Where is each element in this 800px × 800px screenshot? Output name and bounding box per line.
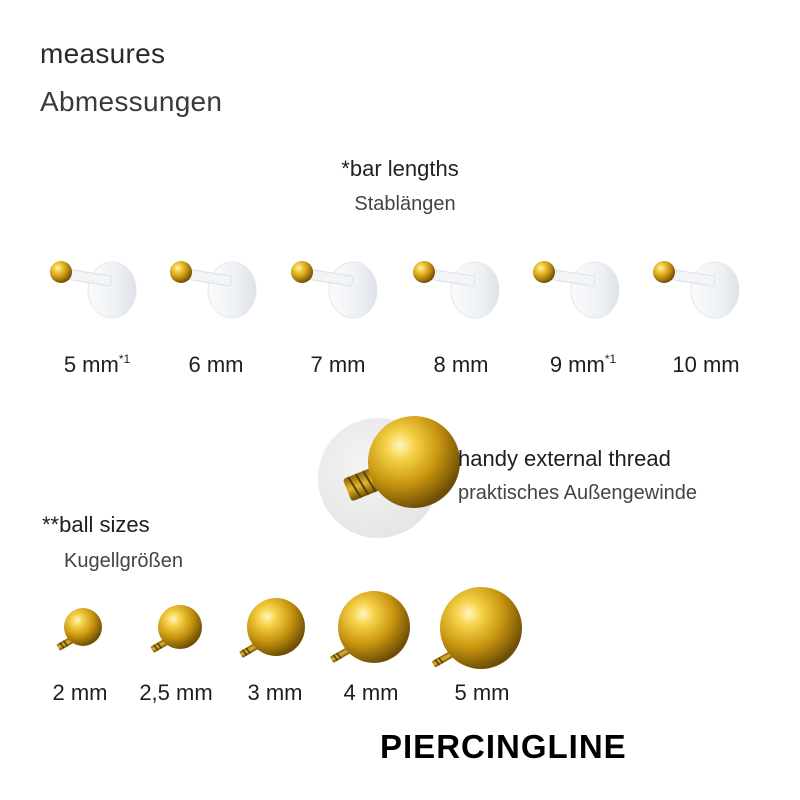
- page-title: measures: [40, 38, 166, 69]
- thread-feature-text: handy external thread: [458, 446, 671, 471]
- bar-lengths-subheading: Stablängen: [354, 193, 456, 215]
- bar-length-label: 6 mm: [188, 352, 244, 377]
- ball-size-label: 3 mm: [247, 680, 303, 705]
- labret-stud-image: [531, 252, 631, 322]
- ball-size-label: 5 mm: [454, 680, 510, 705]
- page-subtitle: Abmessungen: [40, 86, 223, 117]
- bar-length-label: 5 $mm^{*1}$: [63, 352, 131, 377]
- threaded-ball-icon: [318, 412, 458, 542]
- bar-length-label: 10 mm: [672, 352, 740, 377]
- threaded-ball-image: [124, 599, 208, 673]
- ball-sizes-heading: **ball sizes: [42, 512, 150, 537]
- ball-size-label: 2 mm: [52, 680, 108, 705]
- thread-feature-subtext: praktisches Außengewinde: [458, 482, 698, 504]
- labret-stud-image: [411, 252, 511, 322]
- bar-lengths-heading: *bar lengths: [341, 156, 459, 181]
- labret-stud-image: [651, 252, 751, 322]
- threaded-ball-image: [213, 592, 311, 680]
- labret-stud-image: [48, 252, 148, 322]
- ball-size-label: 4 mm: [343, 680, 399, 705]
- bar-length-label: 8 mm: [433, 352, 489, 377]
- threaded-ball-image: [406, 581, 528, 693]
- bar-length-label: 9 $mm^{*1}$: [549, 352, 617, 377]
- ball-sizes-subheading: Kugellgrößen: [64, 550, 183, 572]
- threaded-ball-image: [304, 585, 416, 687]
- bar-length-label: 7 mm: [310, 352, 366, 377]
- thread-detail-image: [318, 418, 438, 538]
- brand-logo: PIERCINGLINE: [380, 728, 627, 765]
- threaded-ball-image: [30, 602, 108, 670]
- labret-stud-image: [289, 252, 389, 322]
- labret-stud-image: [168, 252, 268, 322]
- ball-size-label: 2,5 mm: [139, 680, 213, 705]
